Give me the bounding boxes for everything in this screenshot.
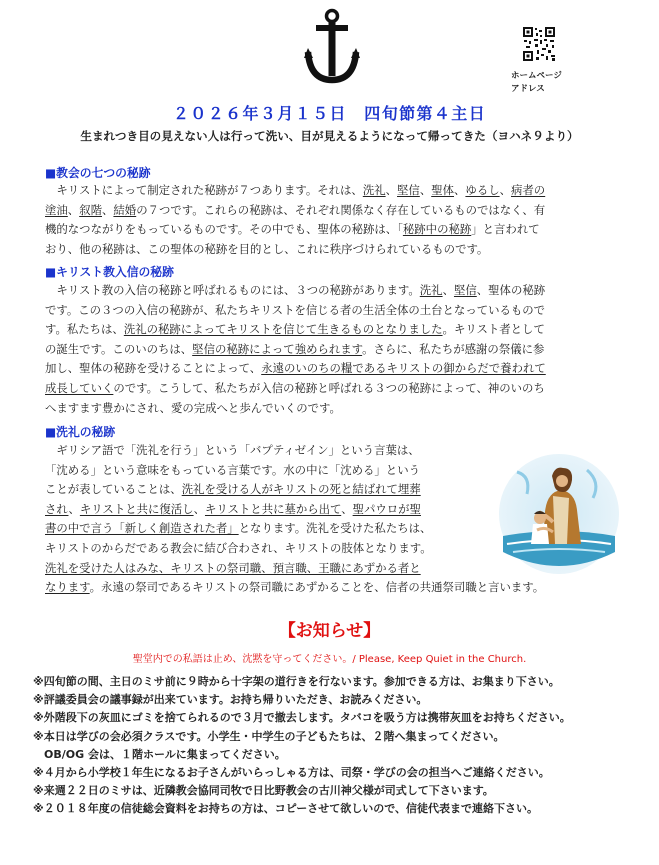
body-text: 。永遠の祭司であるキリストの祭司職にあずかることを、信者の共通祭司職と言います。 xyxy=(89,580,545,595)
underlined-text: 洗礼 xyxy=(419,283,443,297)
text-line xyxy=(45,539,489,559)
section-heading-baptism: ■洗礼の秘跡 xyxy=(45,425,116,439)
underlined-text: 叙階 xyxy=(79,202,102,217)
underlined-text: され xyxy=(45,501,69,516)
text-line xyxy=(45,500,489,520)
body-text: のです。こうして、私たちが入信の秘跡と呼ばれる３つの秘跡によって、神のいのち xyxy=(113,380,545,395)
text-line xyxy=(45,359,637,379)
underlined-text: ゆるし xyxy=(465,183,500,197)
section-body-initiation xyxy=(45,281,637,418)
underlined-text: 聖パウロが聖 xyxy=(352,501,421,516)
gospel-verse: 生まれつき目の見えない人は行って洗い、目が見えるようになって帰ってきた（ヨハネ９より） xyxy=(80,129,579,143)
notice-item: ※４月から小学校１年生になるお子さんがいらっしゃる方は、司祭・学びの会の担当へご連絡ください。 xyxy=(33,766,550,780)
anchor-icon xyxy=(304,8,360,86)
notices-title: 【お知らせ】 xyxy=(278,621,381,641)
section-body-baptism xyxy=(45,441,545,598)
underlined-text: キリストと共に復活し xyxy=(79,501,194,516)
body-text: 加し、聖体の秘跡を受けることによって、 xyxy=(45,361,262,376)
text-line xyxy=(45,480,489,500)
body-text: 「沈める」という意味をもっている言葉です。水の中に「沈める」という xyxy=(45,462,420,477)
text-line xyxy=(45,320,637,340)
text-line xyxy=(45,301,637,321)
underlined-text: 成長していく xyxy=(45,380,114,395)
underlined-text: 洗礼を受ける人がキリストの死と結ばれて埋葬 xyxy=(181,482,421,497)
body-text: 、 xyxy=(67,202,80,217)
body-text: です。この３つの入信の秘跡が、私たちキリストを信じる者の生活全体の土台となっているもので xyxy=(45,302,546,317)
qr-code-icon[interactable] xyxy=(522,26,556,62)
notice-item: ※外階段下の灰皿にゴミを捨てられるので３月で撤去します。タバコを吸う方は携帯灰皿をお持ちください。 xyxy=(33,711,571,725)
baptism-illustration xyxy=(497,452,621,576)
text-line xyxy=(45,559,489,579)
notice-item: ※評議委員会の議事録が出来ています。お持ち帰りいただき、お読みください。 xyxy=(33,693,428,707)
qr-label xyxy=(511,70,591,96)
qr-label-line1: ホームページ xyxy=(511,71,562,81)
body-text: 、 xyxy=(419,183,432,197)
body-text: ことが表していることは、 xyxy=(45,482,182,497)
underlined-text: 書の中で言う「新しく創造された者」 xyxy=(45,521,239,536)
quiet-request: 聖堂内での私語は止め、沈黙を守ってください。/ Please, Keep Quiet in the Church. xyxy=(132,654,527,665)
text-line xyxy=(45,379,637,399)
notices-list xyxy=(33,673,648,819)
underlined-text: 永遠のいのちの糧であるキリストの御からだで養われて xyxy=(261,361,546,376)
body-text: 」と言われて xyxy=(471,222,540,237)
body-text: 、 xyxy=(341,501,353,516)
body-text: 、 xyxy=(454,183,466,197)
text-line xyxy=(45,240,637,260)
section-heading-initiation: ■キリスト教入信の秘跡 xyxy=(45,265,174,279)
text-line xyxy=(45,281,637,301)
text-line xyxy=(45,340,637,360)
underlined-text: 結婚 xyxy=(113,202,137,217)
notice-item: ※本日は学びの会必須クラスです。小学生・中学生の子どもたちは、２階へ集まってください。 xyxy=(33,729,505,743)
underlined-text: 聖体 xyxy=(431,183,455,197)
body-text: ギリシア語で「洗礼を行う」という「バプティゼイン」という言葉は、 xyxy=(45,443,420,457)
underlined-text: キリストと共に墓から出て xyxy=(204,501,342,516)
notice-item: ※来週２２日のミサは、近隣教会協同司牧で日比野教会の古川神父様が司式して下さいます。 xyxy=(33,784,494,798)
underlined-text: 洗礼 xyxy=(362,183,386,197)
text-line xyxy=(45,461,489,481)
underlined-text: 秘跡中の秘跡 xyxy=(402,222,472,237)
body-text: 、 xyxy=(68,501,80,516)
notice-item: ※２０１８年度の信徒総会資料をお持ちの方は、コピーさせて欲しいので、信徒代表まで連絡下さい。 xyxy=(33,802,539,816)
qr-label-line2: アドレス xyxy=(511,84,545,94)
section-body-seven-sacraments xyxy=(45,181,637,259)
body-text: 。さらに、私たちが感謝の祭儀に参 xyxy=(362,341,545,356)
underlined-text: 洗礼の秘跡によってキリストを信じて生きるものとなりました xyxy=(123,322,443,337)
body-text: 、聖体の秘跡 xyxy=(476,283,546,297)
text-line xyxy=(45,399,637,419)
body-text: 機的なつながりをもっているものです。その中でも、聖体の秘跡は、「 xyxy=(45,222,403,237)
notice-item: ※四旬節の間、主日のミサ前に９時から十字架の道行きを行ないます。参加できる方は、お集まり下さい。 xyxy=(33,675,560,688)
body-text: キリストによって制定された秘跡が７つあります。それは、 xyxy=(45,183,363,197)
underlined-text: 堅信 xyxy=(453,283,477,297)
text-line xyxy=(45,578,545,598)
text-line xyxy=(45,201,637,221)
text-line xyxy=(45,220,637,240)
body-text: キリスト教の入信の秘跡と呼ばれるものには、３つの秘跡があります。 xyxy=(45,283,420,297)
body-text: おり、他の秘跡は、この聖体の秘跡を目的とし、これに秩序づけられているものです。 xyxy=(45,241,489,256)
underlined-text: 塗油 xyxy=(45,202,68,217)
section-heading-seven-sacraments: ■教会の七つの秘跡 xyxy=(45,166,151,180)
body-text: の誕生です。このいのちは、 xyxy=(45,341,193,356)
notice-item: OB/OG 会は、１階ホールに集まってください。 xyxy=(33,747,286,761)
underlined-text: 病者の xyxy=(511,183,546,197)
text-line xyxy=(45,181,637,201)
body-text: す。私たちは、 xyxy=(45,322,124,337)
date-title: ２０２６年３月１５日 四旬節第４主日 xyxy=(172,104,487,123)
text-line xyxy=(45,519,489,539)
body-text: キリストのからだである教会に結び合わされ、キリストの肢体となります。 xyxy=(45,540,432,555)
body-text: へますます豊かにされ、愛の完成へと歩んでいくのです。 xyxy=(45,400,341,415)
body-text: 、 xyxy=(442,283,454,297)
body-text: 、 xyxy=(385,183,398,197)
text-line xyxy=(45,441,489,461)
body-text: 、 xyxy=(193,501,205,516)
body-text: となります。洗礼を受けた私たちは、 xyxy=(238,521,432,536)
underlined-text: 堅信 xyxy=(397,183,420,197)
underlined-text: 洗礼を受けた人はみな、キリストの祭司職、預言職、王職にあずかる者と xyxy=(45,560,421,575)
body-text: 。キリスト者として xyxy=(442,322,545,337)
underlined-text: 堅信の秘跡によって強められます xyxy=(192,341,363,356)
underlined-text: なります xyxy=(45,580,90,595)
body-text: 、 xyxy=(499,183,512,197)
body-text: の７つです。これらの秘跡は、それぞれ関係なく存在しているものではなく、有 xyxy=(136,202,546,217)
body-text: 、 xyxy=(102,202,114,217)
